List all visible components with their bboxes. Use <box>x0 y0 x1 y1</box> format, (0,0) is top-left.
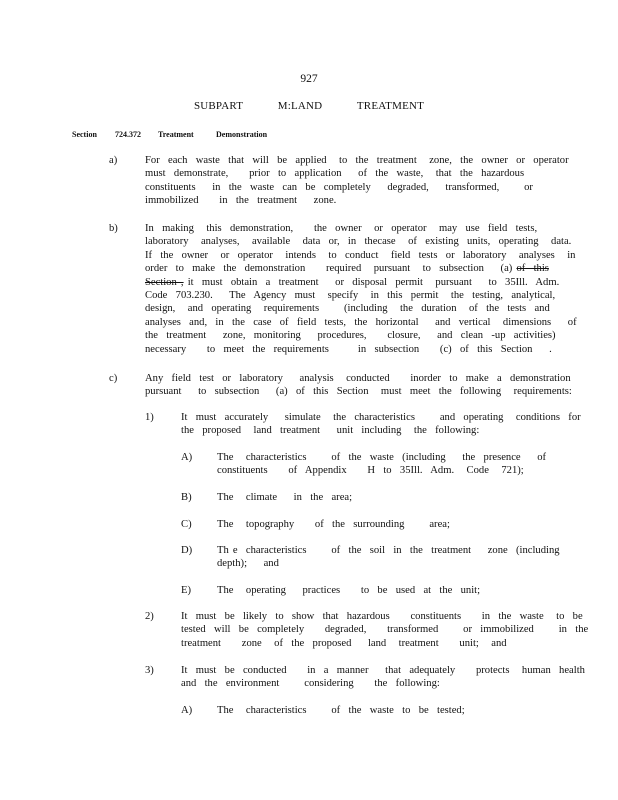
section-label: Section <box>72 130 97 139</box>
item-b-line-2: laboratory analyses, available data or, in thecase of existing units, operating data. <box>145 236 572 248</box>
item-b-line-6: Code 703.230. The Agency must specify in this permit the testing, analytical, <box>145 290 556 302</box>
item-c1e-text <box>217 584 517 597</box>
item-c-text <box>145 372 572 399</box>
item-a-line-4: immobilized in the treatment zone. <box>145 195 337 207</box>
item-c2-line-1: It must be likely to show that hazardous constituents in the waste to be <box>181 611 583 622</box>
item-c2-line-3: treatment zone of the proposed land treatment unit; and <box>181 637 507 649</box>
item-a-line-1: For each waste that will be applied to the treatment zone, the owner or operator <box>145 155 569 166</box>
item-b-line-10: necessary to meet the requirements in subsection (c) of this Section . <box>145 343 552 355</box>
item-b-line-5 <box>145 276 560 289</box>
struck-text-1: of this <box>516 263 549 275</box>
item-c1-line-2: the proposed land treatment unit including the following: <box>181 425 480 437</box>
item-b-line-7: design, and operating requirements (including the duration of the tests and <box>145 303 550 315</box>
item-c3a-label: A) <box>181 705 193 716</box>
item-c3a-line-1: The characteristics of the waste to be tested; <box>217 705 465 716</box>
section-title-word1: Treatment <box>158 130 194 139</box>
section-number: 724.372 <box>115 130 141 139</box>
item-b-text <box>145 222 577 356</box>
item-b-line-8: analyses and, in the case of field tests, the horizontal and vertical dimensions of <box>145 316 577 328</box>
item-c1c-text <box>217 518 517 531</box>
item-c3-line-1: It must be conducted in a manner that adequately protects human health <box>181 665 585 676</box>
item-b-line-3: If the owner or operator intends to conduct field tests or laboratory analyses in <box>145 249 576 261</box>
item-a-text <box>145 154 569 208</box>
item-c1d-label: D) <box>181 545 193 556</box>
item-c1c-line-1: The topography of the surrounding area; <box>217 519 450 530</box>
item-c-line-1: Any field test or laboratory analysis conducted inorder to make a demonstration <box>145 373 571 384</box>
item-c1a-line-2: constituents of Appendix H to 35Ill. Adm. Code 721); <box>217 465 524 477</box>
item-c-line-2: pursuant to subsection (a) of this Section must meet the following requirements: <box>145 386 572 398</box>
item-c1-text <box>181 411 581 438</box>
page-number: 927 <box>300 73 318 85</box>
item-b-line-4-text: order to make the demonstration required pursuant to subsection (a) <box>145 263 513 275</box>
item-c2-text <box>181 610 589 650</box>
item-c1a-text <box>217 451 547 478</box>
item-a-line-3: constituents in the waste can be completely degraded, transformed, or <box>145 181 533 193</box>
section-heading <box>72 128 267 141</box>
item-b-line-5-text: it must obtain a treatment or disposal permit pursuant to 35Ill. Adm. <box>187 276 560 288</box>
item-c1e-label: E) <box>181 585 191 596</box>
item-b-line-4 <box>145 262 549 275</box>
item-a-line-2: must demonstrate, prior to application of the waste, that the hazardous <box>145 168 525 180</box>
item-c1b-line-1: The climate in the area; <box>217 492 353 503</box>
item-c3-text <box>181 664 585 691</box>
item-c1-label: 1) <box>145 412 154 423</box>
item-a-label: a) <box>109 155 118 166</box>
item-c1a-label: A) <box>181 452 193 463</box>
item-c1a-line-1: The characteristics of the waste (including the presence of <box>217 452 547 463</box>
item-b-line-1: In making this demonstration, the owner or operator may use field tests, <box>145 223 538 234</box>
item-c3-label: 3) <box>145 665 154 676</box>
struck-text-2: Section , <box>145 276 184 288</box>
item-b-label: b) <box>109 223 118 234</box>
item-c1d-text <box>217 544 560 571</box>
section-title-word2: Demonstration <box>216 130 268 139</box>
item-c1c-label: C) <box>181 519 192 530</box>
item-c2-line-2: tested will be completely degraded, transformed or immobilized in the <box>181 624 589 636</box>
item-c2-label: 2) <box>145 611 154 622</box>
item-c3a-text <box>217 704 517 717</box>
item-c1d-line-1: Th e characteristics of the soil in the treatment zone (including <box>217 545 560 556</box>
item-c1b-text <box>217 491 517 504</box>
item-c1b-label: B) <box>181 492 192 503</box>
subpart-title: SUBPART M:LAND TREATMENT <box>193 100 425 112</box>
item-c1e-line-1: The operating practices to be used at the unit; <box>217 585 481 596</box>
item-c1d-line-2: depth); and <box>217 558 279 570</box>
item-b-line-9: the treatment zone, monitoring procedures, closure, and clean -up activities) <box>145 330 556 342</box>
item-c1-line-1: It must accurately simulate the characteristics and operating conditions for <box>181 412 581 423</box>
item-c3-line-2: and the environment considering the following: <box>181 678 440 690</box>
item-c-label: c) <box>109 373 118 384</box>
